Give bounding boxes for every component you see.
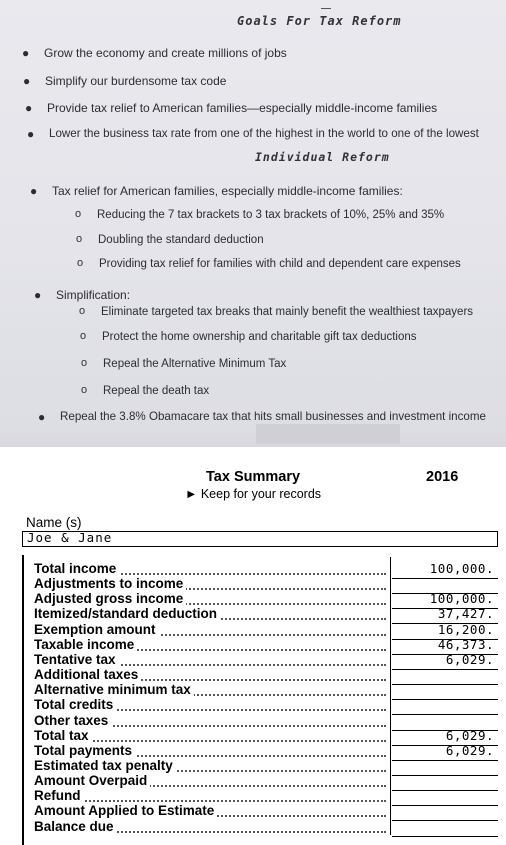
simplification-item bbox=[79, 305, 474, 318]
name-field bbox=[22, 531, 498, 547]
bullet-icon: ● bbox=[23, 74, 31, 88]
row-label: Tentative tax bbox=[34, 652, 119, 667]
hollow-bullet-icon: o bbox=[80, 330, 87, 342]
goal-text: Grow the economy and create millions of jobs bbox=[44, 46, 287, 60]
obamacare-item bbox=[38, 410, 486, 424]
row-value: 6,029. bbox=[445, 651, 494, 667]
row-label: Total credits bbox=[34, 697, 116, 712]
relief-item bbox=[76, 233, 264, 246]
redaction-box bbox=[256, 424, 400, 444]
summary-row bbox=[34, 668, 386, 683]
row-value-cell bbox=[392, 684, 498, 700]
row-label: Adjusted gross income bbox=[34, 591, 186, 606]
obamacare-text: Repeal the 3.8% Obamacare tax that hits small businesses and investment income bbox=[60, 410, 486, 423]
individual-reform-title: Individual Reform bbox=[255, 150, 390, 164]
simplification-item-text: Protect the home ownership and charitable gift tax deductions bbox=[102, 331, 417, 343]
row-value: 16,200. bbox=[437, 621, 494, 637]
row-label: Itemized/standard deduction bbox=[34, 606, 220, 621]
row-value: 100,000. bbox=[429, 591, 494, 607]
value-column-rule bbox=[390, 557, 391, 835]
goal-item bbox=[23, 74, 227, 88]
summary-row bbox=[34, 623, 386, 638]
relief-item bbox=[75, 208, 445, 221]
hollow-bullet-icon: o bbox=[77, 257, 84, 269]
row-value-cell bbox=[392, 563, 498, 579]
relief-item bbox=[77, 257, 461, 270]
row-value-cell bbox=[392, 805, 498, 821]
row-label: Balance due bbox=[34, 819, 117, 834]
summary-row bbox=[34, 714, 386, 729]
row-value: 100,000. bbox=[429, 561, 494, 576]
hollow-bullet-icon: o bbox=[75, 208, 82, 220]
goal-text: Provide tax relief to American families—especially middle-income families bbox=[47, 101, 438, 115]
row-label: Total tax bbox=[34, 728, 92, 743]
photo-shadow bbox=[0, 430, 506, 447]
row-value: 6,029. bbox=[445, 742, 494, 758]
row-label: Total income bbox=[34, 561, 119, 576]
goal-text: Simplify our burdensome tax code bbox=[45, 74, 227, 88]
name-label: Name (s) bbox=[26, 515, 82, 530]
row-label: Taxable income bbox=[34, 637, 137, 652]
row-label: Total payments bbox=[34, 743, 135, 758]
row-label: Other taxes bbox=[34, 713, 111, 728]
bullet-icon: ● bbox=[27, 127, 35, 141]
tax-summary-form bbox=[0, 447, 506, 845]
relief-heading-text: Tax relief for American families, especially middle-income families: bbox=[52, 184, 403, 198]
row-label: Amount Applied to Estimate bbox=[34, 803, 217, 818]
summary-row bbox=[34, 653, 386, 668]
name-value: Joe & Jane bbox=[27, 530, 113, 545]
row-value-cell bbox=[392, 760, 498, 776]
summary-row bbox=[34, 607, 386, 622]
hollow-bullet-icon: o bbox=[81, 384, 88, 396]
row-label: Refund bbox=[34, 788, 84, 803]
summary-row bbox=[34, 577, 386, 592]
row-value-cell bbox=[392, 669, 498, 685]
form-left-rule bbox=[22, 555, 24, 845]
row-label: Exemption amount bbox=[34, 622, 159, 637]
simplification-heading-text: Simplification: bbox=[56, 288, 131, 302]
summary-row bbox=[34, 729, 386, 744]
row-value: 6,029. bbox=[445, 727, 494, 743]
dot-leader bbox=[34, 800, 386, 802]
goal-text: Lower the business tax rate from one of the highest in the world to one of the lowest bbox=[49, 127, 479, 140]
row-value: 37,427. bbox=[437, 606, 494, 622]
summary-row bbox=[34, 759, 386, 774]
summary-row bbox=[34, 592, 386, 607]
summary-row bbox=[34, 744, 386, 759]
simplification-item bbox=[81, 357, 287, 370]
summary-row bbox=[34, 774, 386, 789]
simplification-item bbox=[81, 384, 210, 397]
row-label: Amount Overpaid bbox=[34, 773, 150, 788]
relief-heading bbox=[30, 184, 403, 198]
row-value-cell bbox=[392, 790, 498, 806]
row-value-cell bbox=[392, 775, 498, 791]
summary-row bbox=[34, 820, 386, 835]
simplification-item-text: Repeal the Alternative Minimum Tax bbox=[103, 358, 287, 370]
summary-row bbox=[34, 562, 386, 577]
row-value-cell bbox=[392, 699, 498, 715]
summary-row bbox=[34, 683, 386, 698]
row-label: Adjustments to income bbox=[34, 576, 186, 591]
summary-row bbox=[34, 804, 386, 819]
row-label: Additional taxes bbox=[34, 667, 141, 682]
relief-item-text: Doubling the standard deduction bbox=[98, 234, 264, 246]
summary-row bbox=[34, 638, 386, 653]
bullet-icon: ● bbox=[38, 410, 46, 424]
simplification-heading bbox=[34, 288, 131, 302]
row-value-cell bbox=[392, 821, 498, 837]
goal-item bbox=[22, 46, 287, 60]
goal-item bbox=[27, 127, 479, 141]
bullet-icon: ● bbox=[30, 184, 38, 198]
hollow-bullet-icon: o bbox=[76, 233, 83, 245]
bullet-icon: ● bbox=[25, 101, 33, 115]
summary-row bbox=[34, 789, 386, 804]
simplification-item bbox=[80, 330, 417, 343]
page-mark bbox=[321, 8, 331, 9]
relief-item-text: Providing tax relief for families with child and dependent care expenses bbox=[99, 258, 461, 270]
form-title: Tax Summary bbox=[206, 469, 301, 485]
hollow-bullet-icon: o bbox=[79, 305, 86, 317]
tax-year: 2016 bbox=[426, 469, 459, 485]
row-value-cell bbox=[392, 742, 498, 761]
simplification-item-text: Repeal the death tax bbox=[103, 385, 210, 397]
goal-item bbox=[25, 101, 438, 115]
row-label: Estimated tax penalty bbox=[34, 758, 176, 773]
form-subtitle: ► Keep for your records bbox=[185, 487, 322, 501]
row-label: Alternative minimum tax bbox=[34, 682, 194, 697]
bullet-icon: ● bbox=[34, 288, 42, 302]
row-value-cell bbox=[392, 651, 498, 670]
simplification-item-text: Eliminate targeted tax breaks that mainly benefit the wealthiest taxpayers bbox=[101, 306, 474, 318]
hollow-bullet-icon: o bbox=[81, 357, 88, 369]
row-value: 46,373. bbox=[437, 636, 494, 652]
goals-title: Goals For Tax Reform bbox=[237, 14, 402, 28]
relief-item-text: Reducing the 7 tax brackets to 3 tax brackets of 10%, 25% and 35% bbox=[97, 209, 445, 221]
summary-row bbox=[34, 698, 386, 713]
bullet-icon: ● bbox=[22, 46, 30, 60]
